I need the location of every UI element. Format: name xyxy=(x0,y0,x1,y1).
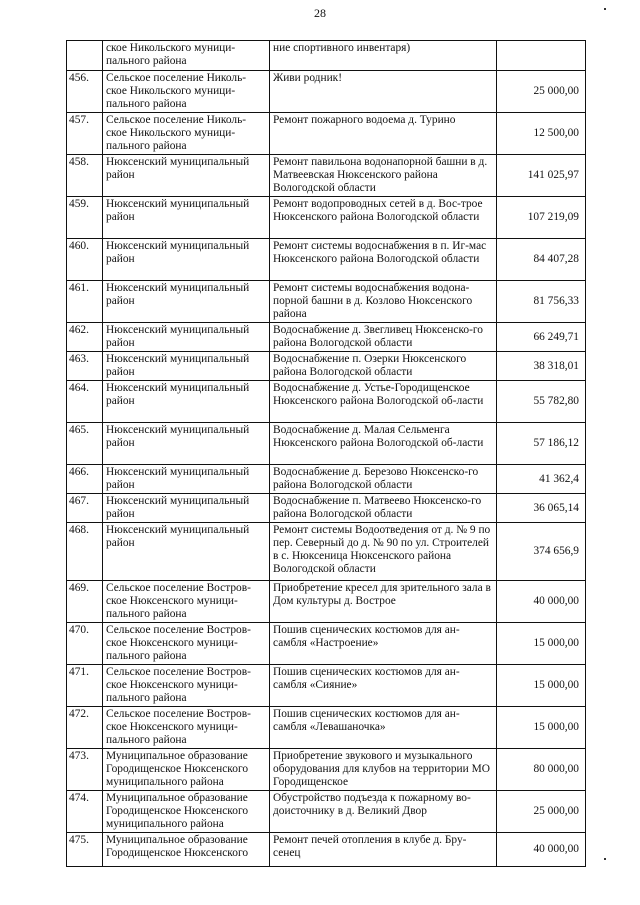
recipient-cell: Нюксенский муниципальный район xyxy=(103,281,270,323)
row-number: 463. xyxy=(67,352,103,381)
purpose-cell: Обустройство подъезда к пожарному во-доисточнику в д. Великий Двор xyxy=(270,791,497,833)
table-row xyxy=(67,523,586,581)
purpose-cell: ние спортивного инвентаря) xyxy=(270,41,497,71)
table-row xyxy=(67,352,586,381)
amount-cell: 81 756,33 xyxy=(497,281,586,323)
amount-cell: 40 000,00 xyxy=(497,581,586,623)
table-row xyxy=(67,113,586,155)
amount-cell: 55 782,80 xyxy=(497,381,586,423)
table-row xyxy=(67,707,586,749)
recipient-cell: ское Никольского муници-пального района xyxy=(103,41,270,71)
table-row xyxy=(67,581,586,623)
amount-cell: 40 000,00 xyxy=(497,833,586,867)
purpose-cell: Пошив сценических костюмов для ан-самбля «Настроение» xyxy=(270,623,497,665)
row-number: 469. xyxy=(67,581,103,623)
scan-speck xyxy=(604,8,606,10)
amount-cell: 84 407,28 xyxy=(497,239,586,281)
amount-cell: 38 318,01 xyxy=(497,352,586,381)
amount-cell: 25 000,00 xyxy=(497,71,586,113)
purpose-cell: Ремонт системы Водоотведения от д. № 9 по пер. Северный до д. № 90 по ул. Строителей в с. Нюксеница Нюксенского района Вологодской области xyxy=(270,523,497,581)
amount-cell: 36 065,14 xyxy=(497,494,586,523)
recipient-cell: Нюксенский муниципальный район xyxy=(103,465,270,494)
purpose-cell: Приобретение кресел для зрительного зала в Дом культуры д. Вострое xyxy=(270,581,497,623)
purpose-cell: Водоснабжение п. Матвеево Нюксенско-го района Вологодской области xyxy=(270,494,497,523)
amount-cell: 12 500,00 xyxy=(497,113,586,155)
amount-cell: 41 362,4 xyxy=(497,465,586,494)
table-row xyxy=(67,41,586,71)
table-row xyxy=(67,791,586,833)
amount-cell: 80 000,00 xyxy=(497,749,586,791)
table-row xyxy=(67,465,586,494)
purpose-cell: Ремонт водопроводных сетей в д. Вос-трое Нюксенского района Вологодской области xyxy=(270,197,497,239)
row-number: 466. xyxy=(67,465,103,494)
row-number: 465. xyxy=(67,423,103,465)
purpose-cell: Водоснабжение д. Малая Сельменга Нюксенского района Вологодской об-ласти xyxy=(270,423,497,465)
recipient-cell: Муниципальное образование Городищенское Нюксенского муниципального района xyxy=(103,791,270,833)
table-row xyxy=(67,281,586,323)
row-number: 460. xyxy=(67,239,103,281)
recipient-cell: Муниципальное образование Городищенское Нюксенского муниципального района xyxy=(103,749,270,791)
row-number: 474. xyxy=(67,791,103,833)
table-row xyxy=(67,423,586,465)
amount-cell xyxy=(497,41,586,71)
purpose-cell: Водоснабжение д. Устье-Городищенское Нюксенского района Вологодской об-ласти xyxy=(270,381,497,423)
table-row xyxy=(67,323,586,352)
table-row xyxy=(67,71,586,113)
purpose-cell: Живи родник! xyxy=(270,71,497,113)
recipient-cell: Нюксенский муниципальный район xyxy=(103,523,270,581)
table-row xyxy=(67,749,586,791)
amount-cell: 107 219,09 xyxy=(497,197,586,239)
purpose-cell: Ремонт пожарного водоема д. Турино xyxy=(270,113,497,155)
recipient-cell: Нюксенский муниципальный район xyxy=(103,352,270,381)
row-number: 464. xyxy=(67,381,103,423)
table-row xyxy=(67,155,586,197)
purpose-cell: Пошив сценических костюмов для ан-самбля «Левашаночка» xyxy=(270,707,497,749)
table-row xyxy=(67,665,586,707)
purpose-cell: Водоснабжение д. Звегливец Нюксенско-го района Вологодской области xyxy=(270,323,497,352)
purpose-cell: Ремонт системы водоснабжения в п. Иг-мас Нюксенского района Вологодской области xyxy=(270,239,497,281)
table-row xyxy=(67,381,586,423)
recipient-cell: Нюксенский муниципальный район xyxy=(103,155,270,197)
row-number xyxy=(67,41,103,71)
table-row xyxy=(67,623,586,665)
grants-table xyxy=(66,40,586,867)
amount-cell: 15 000,00 xyxy=(497,623,586,665)
recipient-cell: Сельское поселение Востров-ское Нюксенского муници-пального района xyxy=(103,665,270,707)
recipient-cell: Нюксенский муниципальный район xyxy=(103,494,270,523)
table-row xyxy=(67,494,586,523)
scan-speck xyxy=(604,858,606,860)
amount-cell: 25 000,00 xyxy=(497,791,586,833)
row-number: 467. xyxy=(67,494,103,523)
purpose-cell: Водоснабжение д. Березово Нюксенско-го района Вологодской области xyxy=(270,465,497,494)
purpose-cell: Пошив сценических костюмов для ан-самбля «Сияние» xyxy=(270,665,497,707)
row-number: 472. xyxy=(67,707,103,749)
amount-cell: 66 249,71 xyxy=(497,323,586,352)
row-number: 473. xyxy=(67,749,103,791)
recipient-cell: Нюксенский муниципальный район xyxy=(103,381,270,423)
recipient-cell: Нюксенский муниципальный район xyxy=(103,423,270,465)
amount-cell: 141 025,97 xyxy=(497,155,586,197)
row-number: 475. xyxy=(67,833,103,867)
row-number: 470. xyxy=(67,623,103,665)
recipient-cell: Муниципальное образование Городищенское Нюксенского xyxy=(103,833,270,867)
recipient-cell: Сельское поселение Николь-ское Никольского муници-пального района xyxy=(103,113,270,155)
recipient-cell: Сельское поселение Востров-ское Нюксенского муници-пального района xyxy=(103,581,270,623)
recipient-cell: Нюксенский муниципальный район xyxy=(103,323,270,352)
amount-cell: 57 186,12 xyxy=(497,423,586,465)
row-number: 462. xyxy=(67,323,103,352)
row-number: 471. xyxy=(67,665,103,707)
row-number: 458. xyxy=(67,155,103,197)
recipient-cell: Сельское поселение Востров-ское Нюксенского муници-пального района xyxy=(103,623,270,665)
row-number: 456. xyxy=(67,71,103,113)
recipient-cell: Нюксенский муниципальный район xyxy=(103,239,270,281)
recipient-cell: Сельское поселение Востров-ское Нюксенского муници-пального района xyxy=(103,707,270,749)
purpose-cell: Водоснабжение п. Озерки Нюксенского района Вологодской области xyxy=(270,352,497,381)
purpose-cell: Ремонт павильона водонапорной башни в д. Матвеевская Нюксенского района Вологодской области xyxy=(270,155,497,197)
amount-cell: 15 000,00 xyxy=(497,665,586,707)
purpose-cell: Приобретение звукового и музыкального оборудования для клубов на территории МО Городищенское xyxy=(270,749,497,791)
amount-cell: 15 000,00 xyxy=(497,707,586,749)
purpose-cell: Ремонт системы водоснабжения водона-порной башни в д. Козлово Нюксенского района xyxy=(270,281,497,323)
table-body xyxy=(67,41,586,867)
table-row xyxy=(67,833,586,867)
amount-cell: 374 656,9 xyxy=(497,523,586,581)
recipient-cell: Нюксенский муниципальный район xyxy=(103,197,270,239)
purpose-cell: Ремонт печей отопления в клубе д. Бру-сенец xyxy=(270,833,497,867)
table-row xyxy=(67,239,586,281)
table-row xyxy=(67,197,586,239)
row-number: 461. xyxy=(67,281,103,323)
page-number: 28 xyxy=(314,6,326,20)
row-number: 468. xyxy=(67,523,103,581)
recipient-cell: Сельское поселение Николь-ское Никольского муници-пального района xyxy=(103,71,270,113)
row-number: 457. xyxy=(67,113,103,155)
row-number: 459. xyxy=(67,197,103,239)
